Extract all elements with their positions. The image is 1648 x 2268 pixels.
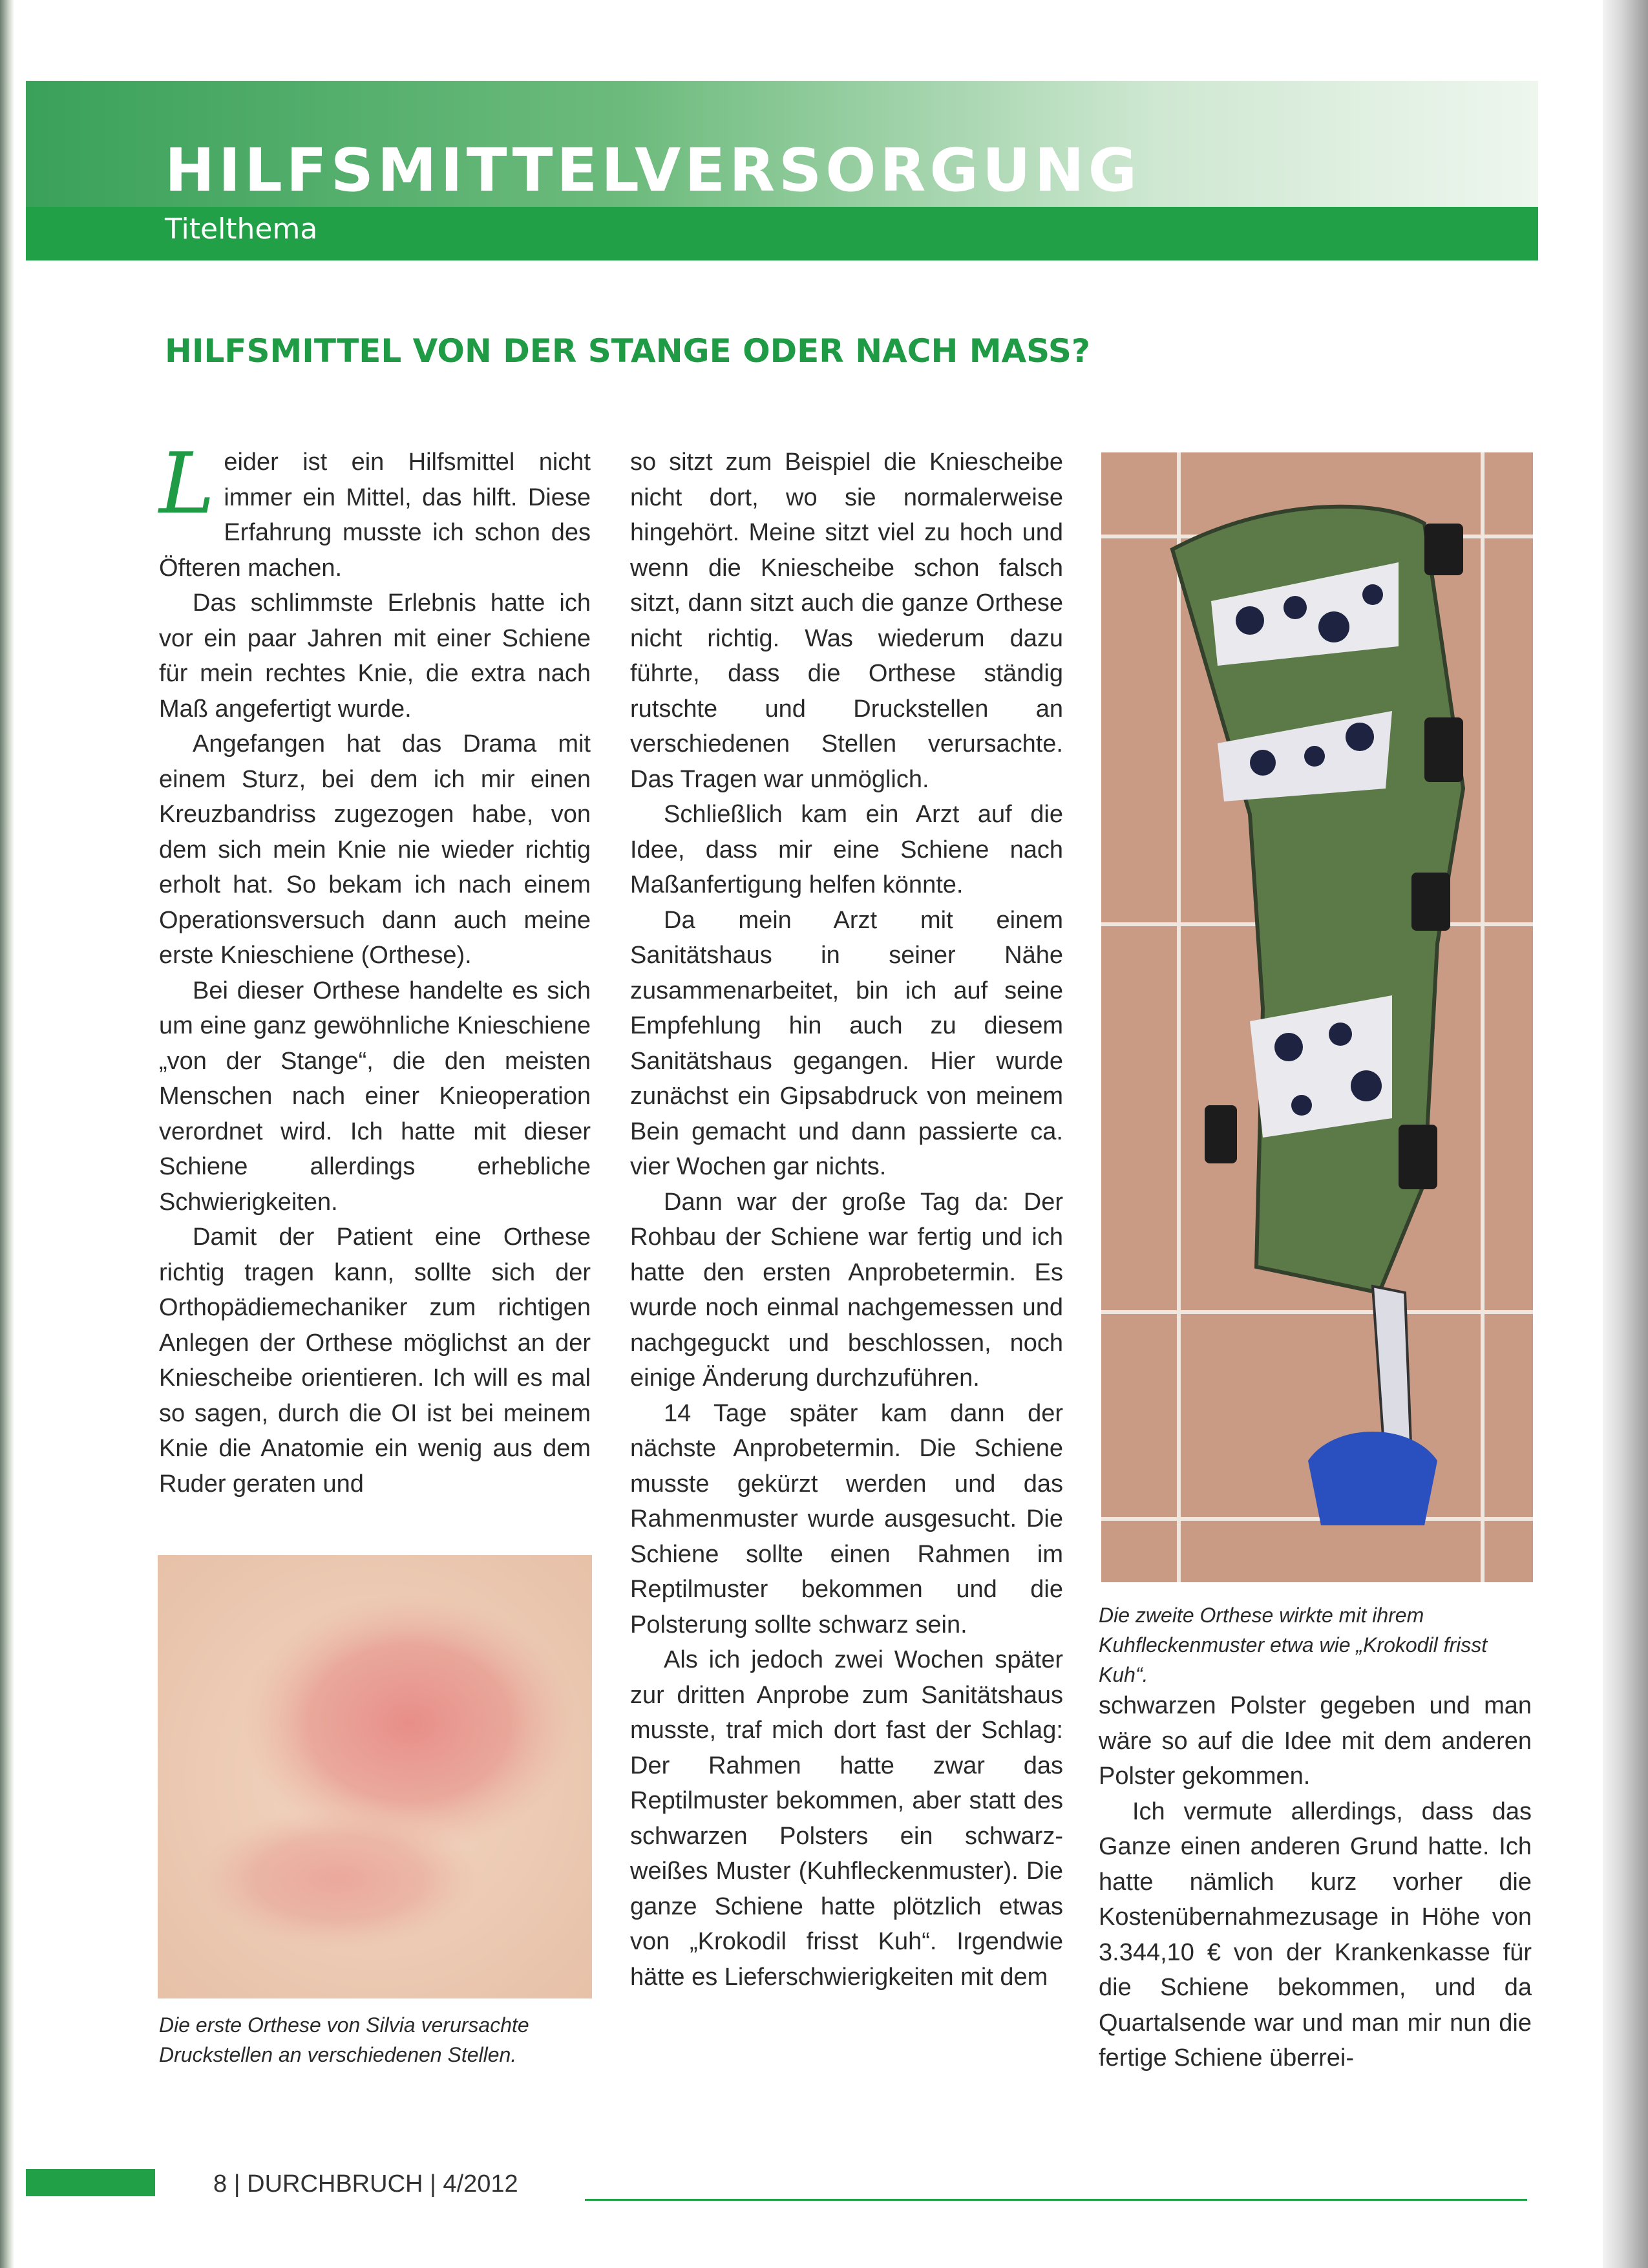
paragraph: schwarzen Polster gegeben und man wäre so auf die Idee mit dem anderen Polster gekommen. <box>1099 1692 1532 1790</box>
orthosis-photo <box>1101 452 1533 1582</box>
section-subtitle: Titelthema <box>165 213 318 246</box>
dropcap: L <box>159 434 215 533</box>
pressure-mark-photo <box>158 1555 592 1998</box>
photo-caption: Die zweite Orthese wirkte mit ihrem Kuhfleckenmuster etwa wie „Krokodil frisst Kuh“. <box>1099 1604 1488 1686</box>
page-right-edge <box>1603 0 1648 2268</box>
footer-accent-bar <box>26 2169 155 2196</box>
article-column-3 <box>1099 1688 1532 2076</box>
article-title: HILFSMITTEL VON DER STANGE ODER NACH MASS? <box>165 332 1090 370</box>
paragraph: Als ich jedoch zwei Wochen später zur dritten Anprobe zum Sanitätshaus musste, traf mich dort fast der Schlag: Der Rahmen hatte zwar das Reptilmuster bekommen, aber statt des schwarzen Polsters ein schwarz-weißes Muster (Kuhfleckenmuster). Die ganze Schiene hatte plötzlich etwas von „Krokodil frisst Kuh“. Irgendwie hätte es Lieferschwierigkeiten mit dem <box>630 1646 1063 1991</box>
paragraph: Das schlimmste Erlebnis hatte ich vor ein paar Jahren mit einer Schiene für mein rechtes Knie, die extra nach Maß angefertigt wurde. <box>159 589 591 723</box>
paragraph: Ich vermute allerdings, dass das Ganze einen anderen Grund hatte. Ich hatte nämlich kurz vorher die Kostenübernahmezusage in Höhe von 3.344,10 € von der Krankenkasse für die Schiene bekommen, und da Quartalsende war und man mir nun die fertige Schiene überrei- <box>1099 1797 1532 2072</box>
page-binding-edge <box>0 0 14 2268</box>
paragraph: Dann war der große Tag da: Der Rohbau der Schiene war fertig und ich hatte den ersten Anprobetermin. Es wurde noch einmal nachgemessen und nachgeguckt und beschlossen, noch einige Änderung durchzuführen. <box>630 1188 1063 1392</box>
paragraph <box>159 434 591 586</box>
page-footer: 8 | DURCHBRUCH | 4/2012 <box>213 2170 518 2198</box>
paragraph: so sitzt zum Beispiel die Kniescheibe nicht dort, wo sie normalerweise hingehört. Meine sitzt viel zu hoch und wenn die Kniescheibe schon falsch sitzt, dann sitzt auch die ganze Orthese nicht richtig. Was wiederum dazu führte, dass die Orthese ständig rutschte und Druckstellen an verschiedenen Stellen verursachte. Das Tragen war unmöglich. <box>630 449 1063 793</box>
paragraph: Bei dieser Orthese handelte es sich um eine ganz gewöhnliche Knieschiene „von der Stange“, die den meisten Menschen nach einer Knieoperation verordnet wird. Ich hatte mit dieser Schiene allerdings erhebliche Schwierigkeiten. <box>159 977 591 1216</box>
paragraph: Damit der Patient eine Orthese richtig tragen kann, sollte sich der Orthopädiemechaniker zum richtigen Anlegen der Orthese möglichst an der Kniescheibe orientieren. Ich will es mal so sagen, durch die OI ist bei meinem Knie die Anatomie ein wenig aus dem Ruder geraten und <box>159 1224 591 1498</box>
paragraph: Schließlich kam ein Arzt auf die Idee, dass mir eine Schiene nach Maßanfertigung helfen könnte. <box>630 801 1063 898</box>
photo-caption: Die erste Orthese von Silvia verursachte Druckstellen an verschiedenen Stellen. <box>159 2013 529 2066</box>
footer-rule <box>585 2199 1527 2201</box>
paragraph: 14 Tage später kam dann der nächste Anprobetermin. Die Schiene musste gekürzt werden und das Rahmenmuster wurde ausgesucht. Die Schiene sollte einen Rahmen im Reptilmuster bekommen und die Polsterung sollte schwarz sein. <box>630 1399 1063 1638</box>
section-title: HILFSMITTELVERSORGUNG <box>165 136 1141 205</box>
article-column-2 <box>630 445 1063 1995</box>
paragraph: Angefangen hat das Drama mit einem Sturz, bei dem ich mir einen Kreuzbandriss zugezogen habe, von dem sich mein Knie nie wieder richtig erholt hat. So bekam ich nach einem Operationsversuch dann auch meine erste Knieschiene (Orthese). <box>159 730 591 969</box>
paragraph-text: eider ist ein Hilfsmittel nicht immer ein Mittel, das hilft. Diese Erfahrung musste ich schon des Öfteren machen. <box>159 449 591 582</box>
article-column-1 <box>159 434 591 1501</box>
paragraph: Da mein Arzt mit einem Sanitätshaus in seiner Nähe zusammenarbeitet, bin ich auf seine Empfehlung hin auch zu diesem Sanitätshaus gegangen. Hier wurde zunächst ein Gipsabdruck von meinem Bein gemacht und dann passierte ca. vier Wochen gar nichts. <box>630 906 1063 1180</box>
